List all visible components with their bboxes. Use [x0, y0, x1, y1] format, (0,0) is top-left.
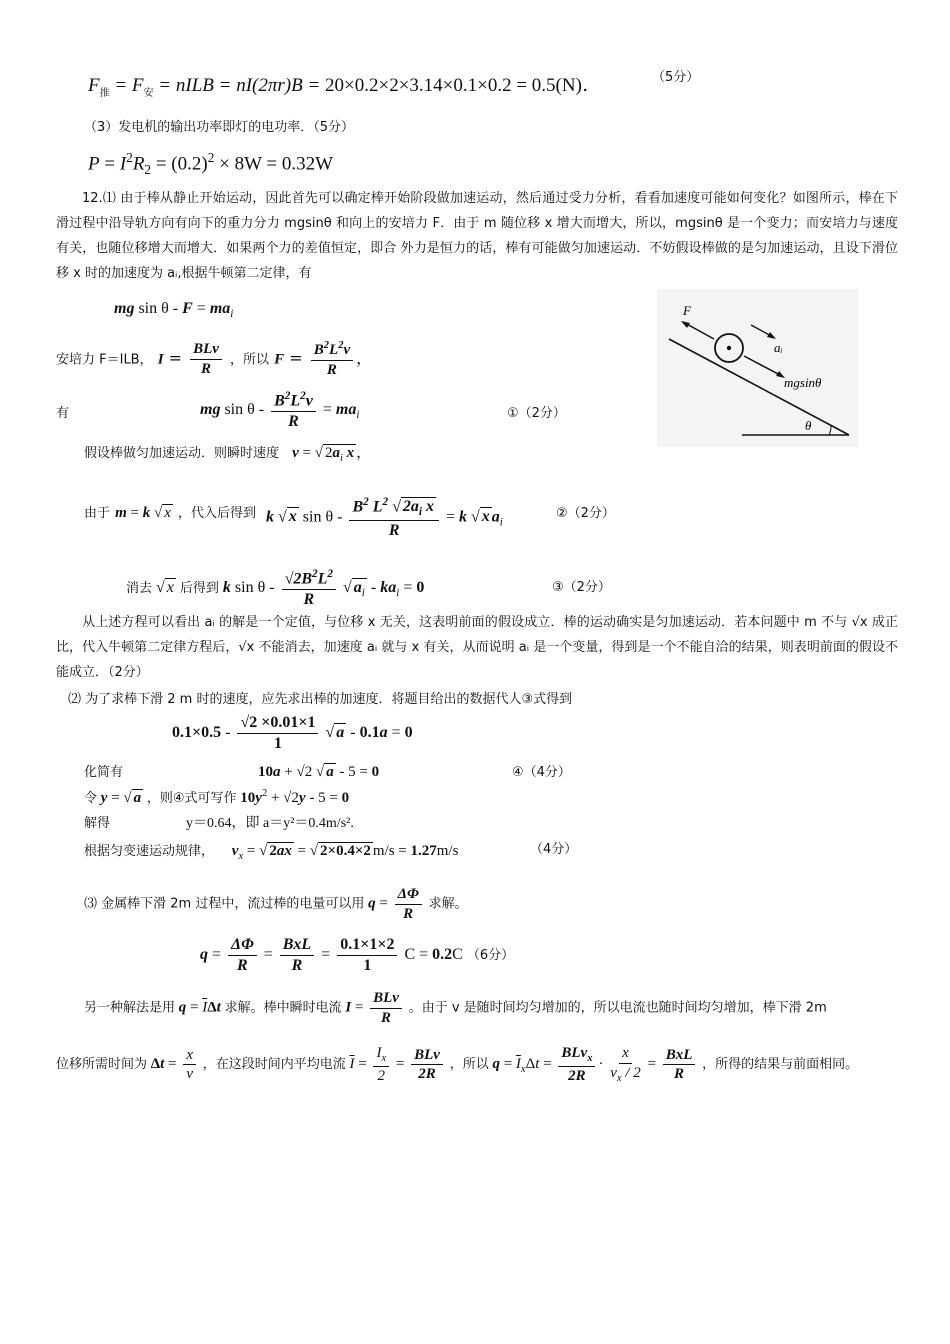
figure-label-mg: mgsinθ: [784, 375, 822, 390]
equation-4-score: ④（4分）: [512, 765, 571, 780]
assume-line: 假设棒做匀加速运动．则瞬时速度 v = √ $2a_i$ x ，: [84, 445, 372, 464]
q12-intro-text: 12.⑴ 由于棒从静止开始运动，因此首先可以确定棒开始阶段做加速运动，然后通过受力分析，看看加速度可能如何变化？如图所示，棒在下滑过程中沿导轨方向有向下的重力分力 mgsinθ 和向上的安培力 F．由于 m 随位移 x 增大而增大，所以，mgsinθ 是一个变力；而安培力与速度有关，也随位移增大而增大．如果两个力的差值恒定，即合 外力是恒力的话，棒有可能做匀加速运动．不妨假设棒做的是匀加速运动，且设下滑位移 x 时的加速度为 aᵢ,根据牛顿第二定律，有: [56, 191, 898, 281]
equation-force: $F_推 = F_安$ = nILB = nI(2πr)B = 20×0.2×2×3.14×0.1×0.2 = 0.5(N)．: [88, 75, 601, 99]
equation-power: $P = I^2R_2 = (0.2)^2 \times 8W = 0.32W$: [88, 150, 334, 178]
let-label: 令: [84, 791, 98, 806]
alt-text-6: ，所以: [449, 1056, 489, 1072]
alt-text-1: 另一种解法是用: [84, 1000, 176, 1016]
incline-figure: [657, 289, 858, 447]
part3-tail: 求解。: [428, 896, 468, 912]
youyu-label: 由于: [84, 506, 111, 521]
alt-text-5: ，在这段时间内平均电流: [202, 1056, 346, 1072]
kinematics-label: 根据匀变速运动规律，: [84, 844, 215, 859]
alt-line-1: 另一种解法是用 $q = \overline{I}\Delta t$ 求解。棒中瞬时电流 I = $\frac{\text{BLv}}{R}$ 。由于 v 是随时间均匀增加的，所以电流也随时间均匀增加，棒下滑 2m: [84, 990, 827, 1026]
solve-result: y＝0.64，即 a＝y²＝0.4m/s².: [186, 816, 354, 831]
assume-text: 假设棒做匀加速运动．则瞬时速度: [84, 446, 280, 461]
ampere-so: ，所以: [230, 352, 270, 368]
equation-force-score: （5分）: [652, 70, 700, 85]
figure-label-a: aᵢ: [774, 340, 783, 355]
equation-1-score: ①（2分）: [507, 406, 566, 421]
equation-4: 10a + √2 √ a - 5 = 0: [258, 764, 380, 780]
simplify-label: 化简有: [84, 765, 124, 780]
part3-heading: （3）发电机的输出功率即灯的电功率．（5分）: [84, 120, 355, 135]
q12-intro: [56, 186, 898, 286]
equation-part2: 0.1×0.5 - $\frac{√2 \times 0.01\times 1}{1}$ √ a - 0.1a = 0: [172, 714, 413, 752]
conclusion-text: 从上述方程可以看出 aᵢ 的解是一个定值，与位移 x 无关，这表明前面的假设成立．棒的运动确实是匀加速运动．若本问题中 m 不与 √x 成正比，代入牛顿第二定律方程后，√x 不能消去，加速度 aᵢ 就与 x 有关，从而说明 aᵢ 是一个变量，得到是一个不能自洽的结果，则表明前面的假设不能成立．（2分）: [56, 615, 898, 680]
substitute-label: ，代入后得到: [178, 506, 257, 521]
equation-3-score: ③（2分）: [552, 580, 611, 595]
velocity-score: （4分）: [530, 842, 578, 857]
alt-text-2: 求解。棒中瞬时电流: [224, 1000, 342, 1016]
alt-text-7: ，所得的结果与前面相同。: [702, 1056, 859, 1072]
equation-2: k √ x sin θ - $\frac{B^2 L^2 √ 2a_i x}{R}$ = k √ x $a_i$: [266, 496, 503, 539]
part2-intro: ⑵ 为了求棒下滑 2 m 时的速度，应先求出棒的加速度．将题目给出的数据代人③式得到: [68, 692, 573, 707]
you-label: 有: [56, 406, 70, 421]
alt-text-4: 位移所需时间为: [56, 1056, 148, 1072]
charge-score: （6分）: [466, 947, 515, 963]
solve-label: 解得: [84, 816, 111, 831]
eliminate-label: 消去: [126, 580, 153, 596]
equation-1: mg sin θ - $\frac{B^2L^2v}{R}$ = $ma_i$: [200, 390, 360, 430]
equation-newton: mg $\sin \theta - F = ma_i$: [114, 300, 234, 321]
eliminate-after: 后得到: [179, 580, 219, 596]
ampere-label: 安培力 F＝ILB，: [56, 352, 153, 368]
part3-line: ⑶ 金属棒下滑 2m 过程中，流过棒的电量可以用 q = $\frac{\Delta\Phi}{R}$ 求解。: [84, 886, 468, 922]
alt-line-2: 位移所需时间为 Δt = $\frac{x}{v}$ ，在这段时间内平均电流 $\overline{I}$ = $\frac{I_x}{2}$ = $\frac{\text{BLv}}{2R}$ ，所以 $q = \overline{I}_x\Delta t$ = $\frac{BLv_x}{2R}$ · $\frac{x}{v_x / 2}$ = $\frac{\text{BxL}}{R}$ ，所得的结果与前面相同。: [56, 1045, 859, 1084]
ampere-line: 安培力 F＝ILB， I = $\frac{\text{BLv}}{R}$ ，所以 F = $\frac{B^2L^2v}{R}$ ，: [56, 340, 373, 378]
equation-3: 消去 √ x 后得到 k sin θ - $\frac{√2B^2L^2}{R}$ √ $a_i - ka_i = 0$: [126, 568, 425, 608]
part3-intro: ⑶ 金属棒下滑 2m 过程中，流过棒的电量可以用: [84, 896, 365, 912]
equation-2-score: ②（2分）: [556, 506, 615, 521]
figure-label-theta: θ: [805, 418, 812, 433]
figure-label-F: F: [683, 303, 691, 318]
conclusion-paragraph: [56, 610, 898, 685]
equation-charge: q = $\frac{\Delta\Phi}{R}$ = $\frac{\text{BxL}}{R}$ = $\frac{0.1\times 1\times 2}{1}$ C = 0.2C （6分）: [200, 936, 515, 974]
alt-text-3: 。由于 v 是随时间均匀增加的，所以电流也随时间均匀增加，棒下滑 2m: [408, 1000, 827, 1016]
let-line: 令 y = √ a ，则④式可写作 $10y^2 + √2y - 5 = 0$: [84, 788, 350, 806]
velocity-line: 根据匀变速运动规律， $v_x$ = √ 2ax = √ 2×0.4×2 m/s = 1.27m/s: [84, 843, 459, 862]
equation-2-line: 由于 m = k √ x ，代入后得到: [84, 505, 257, 521]
then-eq4: ，则④式可写作: [146, 791, 237, 806]
